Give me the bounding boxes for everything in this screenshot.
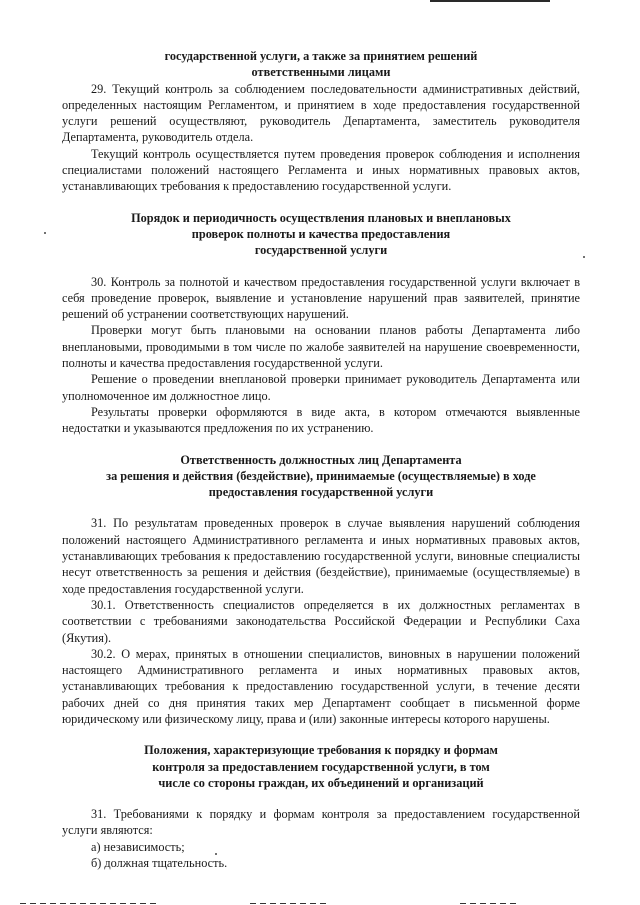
paragraph: 30.1. Ответственность специалистов определяется в их должностных регламентах в соответствии с требованиями законодательства Российской Федерации и Республики Саха (Якутия).	[62, 597, 580, 645]
paragraph: Результаты проверки оформляются в виде акта, в котором отмечаются выявленные недостатки и указываются предложения по их устранению.	[62, 404, 580, 436]
paragraph: Решение о проведении внеплановой проверки принимает руководитель Департамента или уполномоченное им должностное лицо.	[62, 372, 580, 403]
paragraph: 30. Контроль за полнотой и качеством предоставления государственной услуги включает в себя проведение проверок, выявление и установление нарушений прав заявителей, принятие решений об устранении соответствующих нарушений.	[62, 274, 580, 322]
paragraph: 29. Текущий контроль за соблюдением последовательности административных действий, определенных настоящим Регламентом, и принятием в ходе предоставления государственной услуги решений осуществляют, руководитель Департамента, заместитель руководителя Департамента, руководитель отдела.	[62, 81, 580, 145]
section-heading-line: за решения и действия (бездействие), принимаемые (осуществляемые) в ходе	[106, 468, 536, 483]
paragraph: Текущий контроль осуществляется путем проведения проверок соблюдения и исполнения специалистами положений настоящего Регламента и иных нормативных правовых актов, устанавливающих требования к предоставлению государственной услуги.	[62, 146, 580, 194]
section-control-requirements	[62, 742, 580, 871]
list-item: б) должная тщательность.	[91, 856, 228, 871]
section-heading-line: числе со стороны граждан, их объединений и организаций	[158, 775, 484, 790]
scan-speck	[44, 232, 46, 234]
scan-edge-mark	[460, 903, 520, 904]
section-heading-line: Ответственность должностных лиц Департамента	[180, 452, 462, 467]
section-heading-line: Порядок и периодичность осуществления плановых и внеплановых	[131, 210, 511, 225]
section-heading-line: Положения, характеризующие требования к порядку и формам	[144, 743, 498, 758]
document-body	[62, 48, 580, 871]
paragraph: Проверки могут быть плановыми на основании планов работы Департамента либо внеплановыми, проводимыми в том числе по жалобе заявителей на нарушение своевременности, полноты и качества предоставления государственной услуги.	[62, 323, 580, 371]
scan-edge-mark	[430, 0, 550, 2]
list-item: а) независимость;	[91, 839, 185, 854]
section-control-responsibility	[62, 48, 580, 195]
section-heading-line: ответственными лицами	[251, 65, 391, 80]
scan-speck	[583, 256, 585, 258]
paragraph: 30.2. О мерах, принятых в отношении специалистов, виновных в нарушении положений настоящего Административного регламента и иных нормативных правовых актов, устанавливающих требования к предоставлению государственной услуги, в течение десяти рабочих дней со дня принятия таких мер Департамент сообщает в письменной форме юридическому или физическому лицу, права и (или) законные интересы которого нарушены.	[62, 646, 580, 726]
section-inspection-procedure	[62, 210, 580, 437]
section-heading-line: контроля за предоставлением государственной услуги, в том	[152, 759, 490, 774]
section-heading-line: государственной услуги, а также за принятием решений	[164, 49, 478, 63]
paragraph: 31. По результатам проведенных проверок в случае выявления нарушений соблюдения положений настоящего Административного регламента и иных нормативных правовых актов, устанавливающих требования к предоставлению государственной услуги, виновные специалисты несут ответственность за решения и действия (бездействие), принимаемые (осуществляемые) в ходе предоставления государственной услуги.	[62, 516, 580, 596]
section-heading-line: проверок полноты и качества предоставления	[191, 226, 451, 241]
section-officials-liability	[62, 452, 580, 728]
scan-edge-mark	[20, 903, 160, 904]
paragraph: 31. Требованиями к порядку и формам контроля за предоставлением государственной услуги являются:	[62, 807, 580, 838]
section-heading-line: государственной услуги	[254, 243, 388, 258]
section-heading-line: предоставления государственной услуги	[208, 485, 434, 500]
scan-edge-mark	[250, 903, 330, 904]
